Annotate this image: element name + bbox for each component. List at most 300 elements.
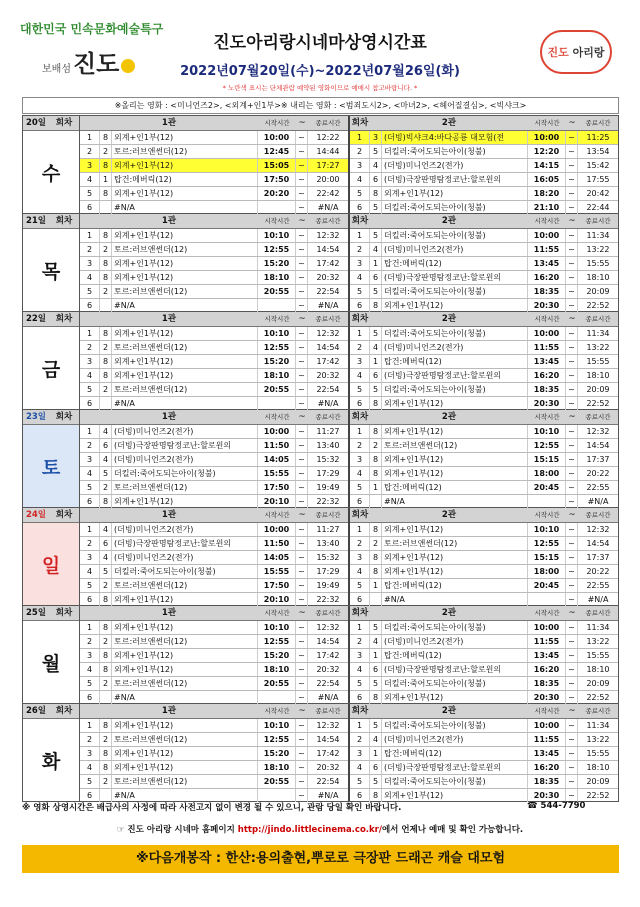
end-time: 14:44: [316, 147, 340, 156]
movie-title: 더킬러:죽어도되는아이(청불): [382, 285, 528, 298]
movie-title: #N/A: [112, 789, 258, 802]
end-time: 12:32: [316, 231, 340, 240]
end-time: 17:29: [316, 469, 340, 478]
start-time: 18:10: [258, 761, 296, 774]
showtime-row[interactable]: [350, 383, 618, 397]
start-time: [258, 691, 296, 704]
round-number: 1: [80, 131, 100, 144]
showtime-row[interactable]: [350, 425, 618, 439]
start-time: 12:45: [258, 145, 296, 158]
tilde: ~: [566, 425, 578, 438]
movie-title: 더킬러:죽어도되는아이(청불): [382, 677, 528, 690]
hall-name: 1관: [161, 510, 177, 520]
end-time: 12:22: [316, 133, 340, 142]
tilde: ~: [296, 271, 308, 284]
showtime-row[interactable]: [80, 285, 348, 299]
start-time: 18:35: [528, 285, 566, 298]
round-header: 회차: [55, 510, 73, 520]
end-header: 종료시간: [315, 217, 341, 225]
round-number: 3: [80, 159, 100, 172]
movie-title: 외계+인1부(12): [382, 691, 528, 704]
round-number: 1: [80, 327, 100, 340]
round-number: 1: [80, 719, 100, 732]
round-number: 3: [80, 257, 100, 270]
showtime-row[interactable]: [350, 775, 618, 789]
round-number: 4: [350, 565, 370, 578]
showtime-row[interactable]: [350, 257, 618, 271]
showtime-row[interactable]: [80, 341, 348, 355]
showtime-row[interactable]: [80, 593, 348, 606]
end-time: 14:54: [586, 441, 610, 450]
movie-title: 더킬러:죽어도되는아이(청불): [382, 201, 528, 214]
showtime-row[interactable]: [80, 579, 348, 593]
showtime-row[interactable]: [350, 159, 618, 173]
tilde: ~: [568, 314, 576, 324]
slot-code: [370, 495, 382, 508]
start-time: 13:45: [528, 355, 566, 368]
tilde: ~: [566, 439, 578, 452]
round-number: 1: [350, 523, 370, 536]
tilde: ~: [566, 495, 578, 508]
slot-code: [100, 691, 112, 704]
tilde: ~: [296, 719, 308, 732]
day-of-week: 월: [41, 652, 61, 675]
start-time: 11:55: [528, 635, 566, 648]
showtime-row[interactable]: [80, 369, 348, 383]
movie-title: 외계+인1부(12): [382, 425, 528, 438]
tilde: ~: [566, 341, 578, 354]
showtime-row[interactable]: [80, 243, 348, 257]
end-time: 22:52: [586, 399, 610, 408]
phone-number[interactable]: ☎ 544-7790: [527, 801, 586, 811]
day-label: [23, 508, 80, 605]
slot-code: 8: [370, 523, 382, 536]
showtime-row[interactable]: [350, 481, 618, 495]
end-time: 17:42: [316, 749, 340, 758]
end-time: 19:49: [316, 581, 340, 590]
end-time: 11:34: [586, 329, 610, 338]
tilde: ~: [566, 355, 578, 368]
start-time: 20:10: [258, 593, 296, 606]
end-time: 13:40: [316, 441, 340, 450]
start-time: 10:00: [258, 131, 296, 144]
showtime-row[interactable]: [80, 677, 348, 691]
showtime-row[interactable]: [350, 355, 618, 369]
start-time: 10:10: [528, 523, 566, 536]
start-time: 10:00: [528, 327, 566, 340]
slot-code: [100, 397, 112, 410]
showtime-row[interactable]: [80, 131, 348, 145]
slot-code: 5: [370, 621, 382, 634]
end-time: 22:44: [586, 203, 610, 212]
showtime-row[interactable]: [350, 369, 618, 383]
movie-title: 토르:러브앤썬더(12): [112, 145, 258, 158]
start-time: 20:45: [528, 579, 566, 592]
start-header: 시작시간: [264, 707, 290, 715]
start-time: 18:10: [258, 369, 296, 382]
hall-name: 2관: [441, 216, 457, 226]
slot-code: 8: [100, 663, 112, 676]
hall-1: [80, 606, 350, 703]
end-header: 종료시간: [315, 707, 341, 715]
end-time: 20:09: [586, 287, 610, 296]
showtime-row[interactable]: [350, 719, 618, 733]
end-time: 17:27: [316, 161, 340, 170]
showtime-row[interactable]: [350, 551, 618, 565]
movie-title: 토르:러브앤썬더(12): [112, 635, 258, 648]
end-time: 12:32: [586, 427, 610, 436]
showtime-row[interactable]: [80, 173, 348, 187]
showtime-row[interactable]: [80, 271, 348, 285]
showtime-row[interactable]: [80, 733, 348, 747]
showtime-row[interactable]: [80, 425, 348, 439]
movie-title: 외계+인1부(12): [112, 327, 258, 340]
showtime-row[interactable]: [80, 481, 348, 495]
tilde: ~: [568, 706, 576, 716]
showtime-row[interactable]: [80, 663, 348, 677]
showtime-row[interactable]: [350, 579, 618, 593]
showtime-row[interactable]: [80, 775, 348, 789]
movie-title: 외계+인1부(12): [112, 271, 258, 284]
movie-title: 외계+인1부(12): [382, 397, 528, 410]
start-time: 20:30: [528, 691, 566, 704]
day-label: [23, 116, 80, 213]
round-header: 회차: [351, 412, 369, 422]
day-header: [23, 704, 79, 719]
round-number: 6: [350, 397, 370, 410]
slot-code: 8: [100, 593, 112, 606]
showtime-row[interactable]: [350, 453, 618, 467]
end-time: 11:34: [586, 721, 610, 730]
showtime-row[interactable]: [350, 397, 618, 410]
showtime-row[interactable]: [350, 201, 618, 214]
round-number: 3: [350, 355, 370, 368]
showtime-row[interactable]: [80, 495, 348, 508]
round-number: 2: [80, 635, 100, 648]
slot-code: 2: [370, 537, 382, 550]
start-time: 17:50: [258, 579, 296, 592]
showtime-row[interactable]: [350, 173, 618, 187]
movie-title: #N/A: [112, 201, 258, 214]
showtime-row[interactable]: [350, 593, 618, 606]
showtime-row[interactable]: [350, 747, 618, 761]
tilde: ~: [296, 131, 308, 144]
end-time: 22:52: [586, 791, 610, 800]
tilde: ~: [298, 706, 306, 716]
tilde: ~: [296, 425, 308, 438]
showtime-row[interactable]: [80, 565, 348, 579]
tilde: ~: [568, 216, 576, 226]
slot-code: 8: [100, 131, 112, 144]
start-header: 시작시간: [534, 315, 560, 323]
slot-code: 5: [370, 285, 382, 298]
movie-title: 외계+인1부(12): [112, 663, 258, 676]
tilde: ~: [566, 579, 578, 592]
showtime-row[interactable]: [80, 523, 348, 537]
start-time: 15:20: [258, 355, 296, 368]
movie-title: #N/A: [112, 691, 258, 704]
start-header: 시작시간: [534, 609, 560, 617]
movie-title: (더빙)극장판명탐정코난:할로윈의: [112, 439, 258, 452]
round-number: 4: [80, 271, 100, 284]
start-time: 16:20: [528, 271, 566, 284]
showtime-row[interactable]: [80, 145, 348, 159]
showtime-row[interactable]: [350, 649, 618, 663]
round-number: 2: [350, 733, 370, 746]
hall-header: [80, 410, 348, 425]
start-header: 시작시간: [264, 609, 290, 617]
tilde: ~: [298, 118, 306, 128]
tilde: ~: [568, 412, 576, 422]
start-time: 12:55: [258, 243, 296, 256]
day-label: [23, 214, 80, 311]
showtime-row[interactable]: [350, 229, 618, 243]
showtime-row[interactable]: [350, 271, 618, 285]
round-number: 1: [350, 131, 370, 144]
showtime-row[interactable]: [80, 439, 348, 453]
start-time: 18:10: [258, 663, 296, 676]
movie-title: (더빙)미니언즈2(전가): [382, 733, 528, 746]
movie-title: 외계+인1부(12): [382, 299, 528, 312]
tilde: ~: [566, 593, 578, 606]
start-time: 12:55: [528, 439, 566, 452]
showtime-row[interactable]: [350, 621, 618, 635]
showtime-row[interactable]: [350, 327, 618, 341]
showtime-row[interactable]: [350, 341, 618, 355]
start-time: 16:20: [528, 369, 566, 382]
showtime-row[interactable]: [80, 229, 348, 243]
round-header: 회차: [351, 314, 369, 324]
showtime-row[interactable]: [80, 551, 348, 565]
end-time: 17:42: [316, 259, 340, 268]
movie-title: 외계+인1부(12): [382, 453, 528, 466]
movie-title: 더킬러:죽어도되는아이(청불): [382, 229, 528, 242]
showtime-row[interactable]: [80, 201, 348, 214]
end-time: 20:00: [316, 175, 340, 184]
day-block: [22, 507, 619, 606]
tilde: ~: [296, 593, 308, 606]
showtime-row[interactable]: [80, 537, 348, 551]
hall-header: [80, 214, 348, 229]
tilde: ~: [566, 761, 578, 774]
showtime-row[interactable]: [80, 467, 348, 481]
slot-code: 5: [370, 201, 382, 214]
showtime-row[interactable]: [80, 257, 348, 271]
slot-code: 2: [100, 733, 112, 746]
end-header: 종료시간: [585, 315, 611, 323]
showtime-row[interactable]: [350, 635, 618, 649]
tilde: ~: [566, 383, 578, 396]
movie-title: 토르:러브앤썬더(12): [112, 579, 258, 592]
movie-title: 토르:러브앤썬더(12): [382, 537, 528, 550]
start-header: 시작시간: [534, 119, 560, 127]
tilde: ~: [566, 523, 578, 536]
hall-2: [350, 312, 618, 409]
showtime-row[interactable]: [80, 635, 348, 649]
showtime-row[interactable]: [350, 691, 618, 704]
start-time: [258, 397, 296, 410]
hall-name: 1관: [161, 216, 177, 226]
day-block: [22, 213, 619, 312]
showtime-row[interactable]: [350, 299, 618, 312]
slot-code: [370, 593, 382, 606]
round-number: 1: [350, 229, 370, 242]
day-header: [23, 116, 79, 131]
start-time: [258, 201, 296, 214]
start-time: 10:10: [258, 327, 296, 340]
end-header: 종료시간: [585, 609, 611, 617]
end-time: #N/A: [317, 791, 339, 800]
showtime-row[interactable]: [350, 523, 618, 537]
tilde: ~: [566, 789, 578, 802]
start-time: 15:55: [258, 565, 296, 578]
movie-title: 토르:러브앤썬더(12): [112, 243, 258, 256]
showtime-row[interactable]: [80, 355, 348, 369]
showtime-row[interactable]: [350, 663, 618, 677]
showtime-row[interactable]: [80, 187, 348, 201]
end-time: 13:54: [586, 147, 610, 156]
slot-code: 8: [370, 691, 382, 704]
arirang-logo: 진도 아리랑: [540, 30, 612, 74]
movie-title: 더킬러:죽어도되는아이(청불): [112, 565, 258, 578]
showtime-row[interactable]: [80, 761, 348, 775]
showtime-row[interactable]: [350, 537, 618, 551]
round-number: 1: [350, 425, 370, 438]
tilde: ~: [566, 397, 578, 410]
showtime-row[interactable]: [350, 439, 618, 453]
showtime-row[interactable]: [80, 397, 348, 410]
end-time: 22:54: [316, 777, 340, 786]
end-time: 17:37: [586, 455, 610, 464]
end-time: 14:54: [316, 245, 340, 254]
end-time: 20:09: [586, 385, 610, 394]
round-number: 1: [80, 621, 100, 634]
showtime-row[interactable]: [350, 733, 618, 747]
showtime-row[interactable]: [80, 159, 348, 173]
end-time: 15:55: [586, 259, 610, 268]
movie-title: 더킬러:죽어도되는아이(청불): [382, 327, 528, 340]
showtime-row[interactable]: [350, 131, 618, 145]
start-time: 17:50: [258, 173, 296, 186]
tilde: ~: [296, 299, 308, 312]
movie-title: (더빙)극장판명탐정코난:할로윈의: [382, 173, 528, 186]
slot-code: 4: [370, 635, 382, 648]
slot-code: 4: [100, 523, 112, 536]
hall-header: [80, 508, 348, 523]
end-time: 20:09: [586, 777, 610, 786]
tilde: ~: [296, 565, 308, 578]
round-header: 회차: [55, 314, 73, 324]
movie-title: 외계+인1부(12): [112, 355, 258, 368]
slot-code: 2: [370, 439, 382, 452]
round-number: 1: [80, 523, 100, 536]
round-number: 6: [80, 201, 100, 214]
end-time: 15:42: [586, 161, 610, 170]
showtime-row[interactable]: [350, 761, 618, 775]
showtime-row[interactable]: [80, 719, 348, 733]
tilde: ~: [296, 285, 308, 298]
round-header: 회차: [351, 118, 369, 128]
slot-code: 1: [370, 649, 382, 662]
showtime-row[interactable]: [80, 453, 348, 467]
showtime-row[interactable]: [350, 243, 618, 257]
movie-title: (더빙)빅샤크4:바다공룡 대모험(전: [382, 131, 528, 144]
showtime-row[interactable]: [80, 327, 348, 341]
slot-code: 4: [100, 453, 112, 466]
round-number: 4: [350, 663, 370, 676]
start-time: 10:10: [258, 621, 296, 634]
showtime-row[interactable]: [350, 467, 618, 481]
homepage-link[interactable]: http://jindo.littlecinema.co.kr/: [237, 825, 382, 835]
logo-tagline: 대한민국 민속문화예술특구: [20, 22, 164, 36]
end-header: 종료시간: [585, 413, 611, 421]
slot-code: 8: [100, 621, 112, 634]
round-number: 1: [350, 719, 370, 732]
end-header: 종료시간: [315, 119, 341, 127]
showtime-row[interactable]: [350, 495, 618, 508]
showtime-row[interactable]: [80, 649, 348, 663]
start-time: 15:15: [528, 453, 566, 466]
start-time: 14:15: [528, 159, 566, 172]
showtime-row[interactable]: [80, 747, 348, 761]
showtime-row[interactable]: [350, 565, 618, 579]
slot-code: [100, 299, 112, 312]
movie-title: 외계+인1부(12): [112, 159, 258, 172]
movie-title: 토르:러브앤썬더(12): [112, 677, 258, 690]
showtime-row[interactable]: [80, 299, 348, 312]
end-time: 14:54: [316, 343, 340, 352]
tilde: ~: [296, 481, 308, 494]
slot-code: 8: [100, 327, 112, 340]
movie-title: (더빙)미니언즈2(전가): [382, 635, 528, 648]
end-time: 18:10: [586, 371, 610, 380]
showtime-row[interactable]: [80, 691, 348, 704]
day-label: [23, 410, 80, 507]
slot-code: 8: [100, 369, 112, 382]
showtime-row[interactable]: [80, 621, 348, 635]
hall-2: [350, 606, 618, 703]
start-time: 18:35: [528, 677, 566, 690]
end-time: 20:09: [586, 679, 610, 688]
tilde: ~: [566, 369, 578, 382]
highlight-note: * 노란색 표시는 단체관람 예약된 영화이므로 예매시 참고바랍니다. *: [222, 84, 418, 92]
end-time: 15:55: [586, 651, 610, 660]
slot-code: 8: [100, 257, 112, 270]
movie-title: (더빙)미니언즈2(전가): [112, 425, 258, 438]
tilde: ~: [296, 369, 308, 382]
hall-header: [80, 116, 348, 131]
end-header: 종료시간: [315, 315, 341, 323]
round-header: 회차: [351, 510, 369, 520]
slot-code: 8: [370, 187, 382, 200]
showtime-row[interactable]: [350, 187, 618, 201]
movie-title: (더빙)미니언즈2(전가): [112, 523, 258, 536]
end-header: 종료시간: [315, 511, 341, 519]
hall-2: [350, 508, 618, 605]
end-time: 17:29: [316, 567, 340, 576]
showtime-row[interactable]: [350, 677, 618, 691]
round-header: 회차: [55, 608, 73, 618]
showtime-row[interactable]: [350, 285, 618, 299]
showtime-row[interactable]: [80, 383, 348, 397]
start-time: 18:35: [528, 775, 566, 788]
start-time: 15:20: [258, 257, 296, 270]
start-time: 18:00: [528, 565, 566, 578]
round-number: 6: [80, 789, 100, 802]
showtime-row[interactable]: [350, 145, 618, 159]
round-number: 1: [350, 621, 370, 634]
end-time: 18:10: [586, 273, 610, 282]
